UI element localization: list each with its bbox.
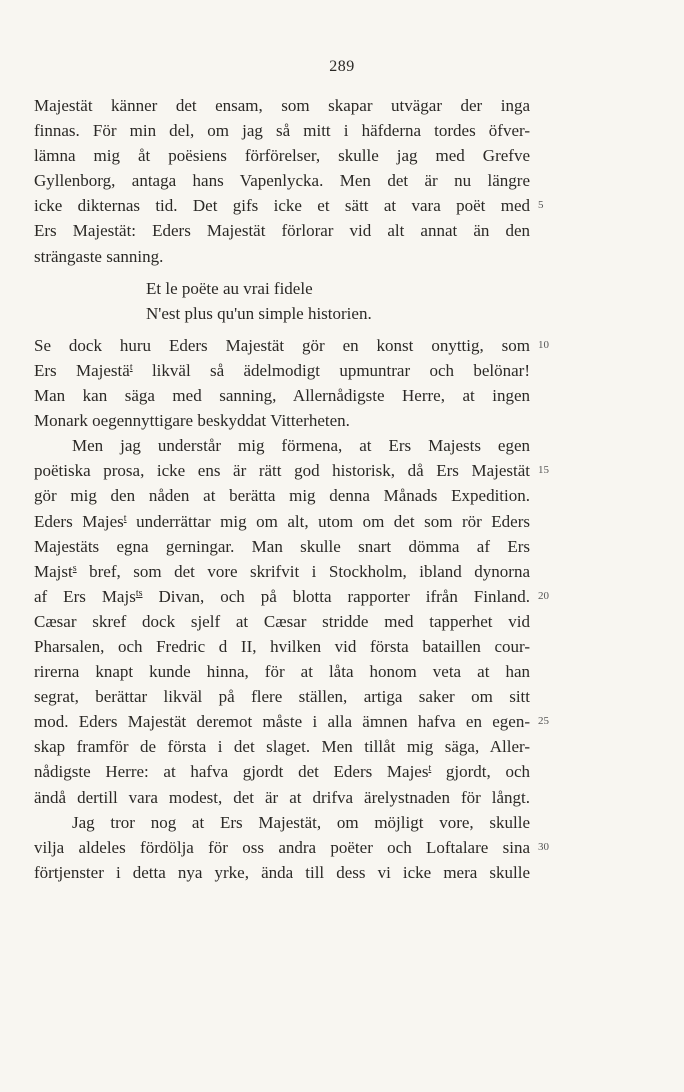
line-number: 15: [538, 464, 549, 477]
line-text: [34, 509, 530, 534]
text-line: [34, 659, 530, 684]
line-text: [34, 559, 530, 584]
line-text-part: af Ers Majs: [34, 586, 136, 606]
text-line: [34, 193, 544, 218]
text-line: [34, 609, 530, 634]
text-line: [34, 759, 530, 784]
line-text: vilja aldeles fördölja för oss andra poëter och Loftalare sina: [34, 837, 530, 857]
text-line: [34, 301, 530, 326]
line-text: förtjenster i detta nya yrke, ända till dess vi icke mera skulle: [34, 862, 530, 882]
text-line: [34, 218, 530, 243]
text-line: [34, 93, 530, 118]
text-line: [34, 835, 549, 860]
text-line: [34, 584, 549, 609]
line-number: 30: [538, 840, 549, 853]
text-line: [34, 734, 530, 759]
abbreviation-superscript: s: [72, 562, 77, 574]
text-line: [34, 709, 549, 734]
line-text: [34, 584, 530, 609]
line-text: finnas. För min del, om jag så mitt i häfderna tordes öfver-: [34, 121, 530, 141]
text-line: [34, 483, 530, 508]
line-text: Man kan säga med sanning, Allernådigste Herre, at ingen: [34, 386, 530, 406]
text-line: [34, 458, 549, 483]
line-text: Et le poëte au vrai fidele: [146, 278, 313, 298]
abbreviation-superscript: t: [129, 361, 133, 373]
line-text: Jag tror nog at Ers Majestät, om möjligt vore, skulle: [72, 812, 530, 832]
text-line: [34, 333, 549, 358]
page-number: 289: [329, 58, 355, 75]
line-text: Ers Majestät: Eders Majestät förlorar vid alt annat än den: [34, 221, 530, 241]
text-line: [34, 143, 530, 168]
text-line: [34, 785, 530, 810]
text-line: [34, 244, 530, 269]
line-number: 25: [538, 715, 549, 728]
line-text: Gyllenborg, antaga hans Vapenlycka. Men det är nu längre: [34, 171, 530, 191]
body-text: [34, 93, 549, 885]
text-line: [34, 383, 530, 408]
text-line: [34, 358, 530, 383]
line-text: ändå dertill vara modest, det är at drifva ärelystnaden för långt.: [34, 787, 530, 807]
line-text: gör mig den nåden at berätta mig denna Månads Expedition.: [34, 486, 530, 506]
abbreviation-superscript: t: [123, 512, 127, 524]
line-number: 10: [538, 338, 549, 351]
line-text: skap framför de första i det slaget. Men tillåt mig säga, Aller-: [34, 737, 530, 757]
text-line: [34, 684, 530, 709]
line-text-part: gjordt, och: [431, 762, 531, 782]
abbreviation-superscript: ts: [135, 587, 143, 599]
line-text: strängaste sanning.: [34, 246, 164, 266]
line-text: [34, 358, 530, 383]
text-line: [34, 168, 530, 193]
line-text-part: Eders Majes: [34, 511, 124, 531]
text-line: [34, 559, 530, 584]
line-text-part: Ers Majestä: [34, 360, 130, 380]
text-line: [34, 276, 530, 301]
text-line: [34, 534, 530, 559]
line-text: icke dikternas tid. Det gifs icke et sätt at vara poët med: [34, 196, 530, 216]
line-text-part: Divan, och på blotta rapporter ifrån Finland.: [142, 586, 531, 606]
line-text: rirerna knapt kunde hinna, för at låta honom veta at han: [34, 662, 530, 682]
text-line: [34, 118, 530, 143]
line-text-part: nådigste Herre: at hafva gjordt det Eders Majes: [34, 762, 429, 782]
line-text: Men jag understår mig förmena, at Ers Majests egen: [72, 436, 530, 456]
line-text: Se dock huru Eders Majestät gör en konst onyttig, som: [34, 335, 530, 355]
line-text-part: bref, som det vore skrifvit i Stockholm, ibland dynorna: [76, 561, 530, 581]
line-text: poëtiska prosa, icke ens är rätt god historisk, då Ers Majestät: [34, 461, 530, 481]
line-text: Majestät känner det ensam, som skapar utvägar der inga: [34, 96, 530, 115]
line-text: Majestäts egna gerningar. Man skulle snart dömma af Ers: [34, 536, 530, 556]
text-line: [34, 810, 530, 835]
line-text: Cæsar skref dock sjelf at Cæsar stridde med tapperhet vid: [34, 611, 530, 631]
text-line: [34, 509, 530, 534]
line-text: Monark oegennyttigare beskyddat Vitterheten.: [34, 411, 350, 431]
text-line: [34, 860, 530, 885]
line-text: Pharsalen, och Fredric d II, hvilken vid första bataillen cour-: [34, 636, 530, 656]
line-text: mod. Eders Majestät deremot måste i alla ämnen hafva en egen-: [34, 712, 530, 732]
line-text: [34, 759, 530, 784]
line-text-part: likväl så ädelmodigt upmuntrar och belönar!: [132, 360, 531, 380]
line-text-part: Majst: [34, 561, 73, 581]
text-line: [34, 408, 530, 433]
line-number: 5: [538, 199, 544, 212]
text-line: [34, 634, 530, 659]
line-text-part: underrättar mig om alt, utom om det som rör Eders: [126, 511, 530, 531]
line-text: lämna mig åt poësiens förförelser, skulle jag med Grefve: [34, 146, 530, 166]
text-line: [34, 433, 530, 458]
line-number: 20: [538, 589, 549, 602]
abbreviation-superscript: t: [428, 763, 432, 775]
line-text: N'est plus qu'un simple historien.: [146, 303, 372, 323]
line-text: segrat, berättar likväl på flere ställen, artiga saker om sitt: [34, 687, 530, 707]
